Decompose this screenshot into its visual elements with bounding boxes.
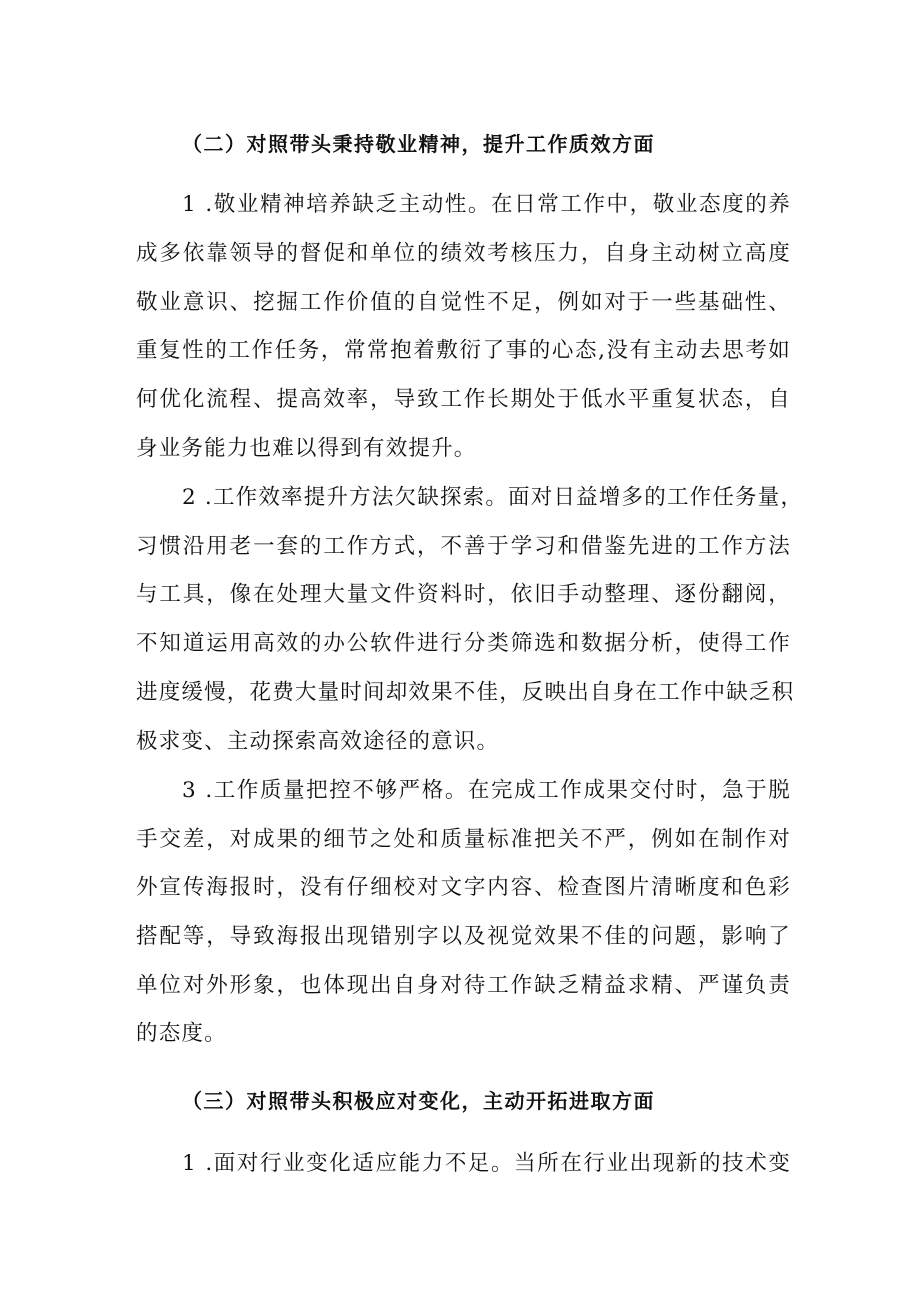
paragraph-line: 与工具，像在处理大量文件资料时，依旧手动整理、逐份翻阅，	[136, 582, 791, 607]
paragraph-line: 极求变、主动探索高效途径的意识。	[136, 729, 500, 754]
paragraph-line: 的态度。	[136, 1021, 227, 1046]
paragraph-line: 搭配等，导致海报出现错别字以及视觉效果不佳的问题，影响了	[136, 924, 791, 949]
paragraph-line: 外宣传海报时，没有仔细校对文字内容、检查图片清晰度和色彩	[136, 875, 791, 900]
paragraph-line: 身业务能力也难以得到有效提升。	[136, 436, 477, 461]
paragraph-line: 习惯沿用老一套的工作方式，不善于学习和借鉴先进的工作方法	[136, 534, 791, 559]
section-3-heading: （三）对照带头积极应对变化，主动开拓进取方面	[182, 1089, 655, 1113]
paragraph-line: 单位对外形象，也体现出自身对待工作缺乏精益求精、严谨负责	[136, 973, 791, 998]
paragraph-line: 何优化流程、提高效率，导致工作长期处于低水平重复状态，自	[136, 387, 791, 412]
paragraph-line: 1 .面对行业变化适应能力不足。当所在行业出现新的技术变	[182, 1151, 791, 1176]
paragraph-line: 进度缓慢，花费大量时间却效果不佳，反映出自身在工作中缺乏积	[136, 680, 795, 705]
paragraph-line: 不知道运用高效的办公软件进行分类筛选和数据分析，使得工作	[136, 631, 791, 656]
paragraph-line: 2 .工作效率提升方法欠缺探索。面对日益增多的工作任务量，	[182, 485, 804, 510]
section-2-heading: （二）对照带头秉持敬业精神，提升工作质效方面	[182, 132, 655, 156]
paragraph-line: 敬业意识、挖掘工作价值的自觉性不足，例如对于一些基础性、	[136, 290, 791, 315]
paragraph-line: 手交差，对成果的细节之处和质量标准把关不严，例如在制作对	[136, 827, 791, 852]
paragraph-line: 成多依靠领导的督促和单位的绩效考核压力，自身主动树立高度	[136, 241, 791, 266]
paragraph-line: 1 .敬业精神培养缺乏主动性。在日常工作中，敬业态度的养	[182, 192, 791, 217]
paragraph-line: 重复性的工作任务，常常抱着敷衍了事的心态,没有主动去思考如	[136, 338, 791, 363]
paragraph-line: 3 .工作质量把控不够严格。在完成工作成果交付时，急于脱	[182, 778, 791, 803]
